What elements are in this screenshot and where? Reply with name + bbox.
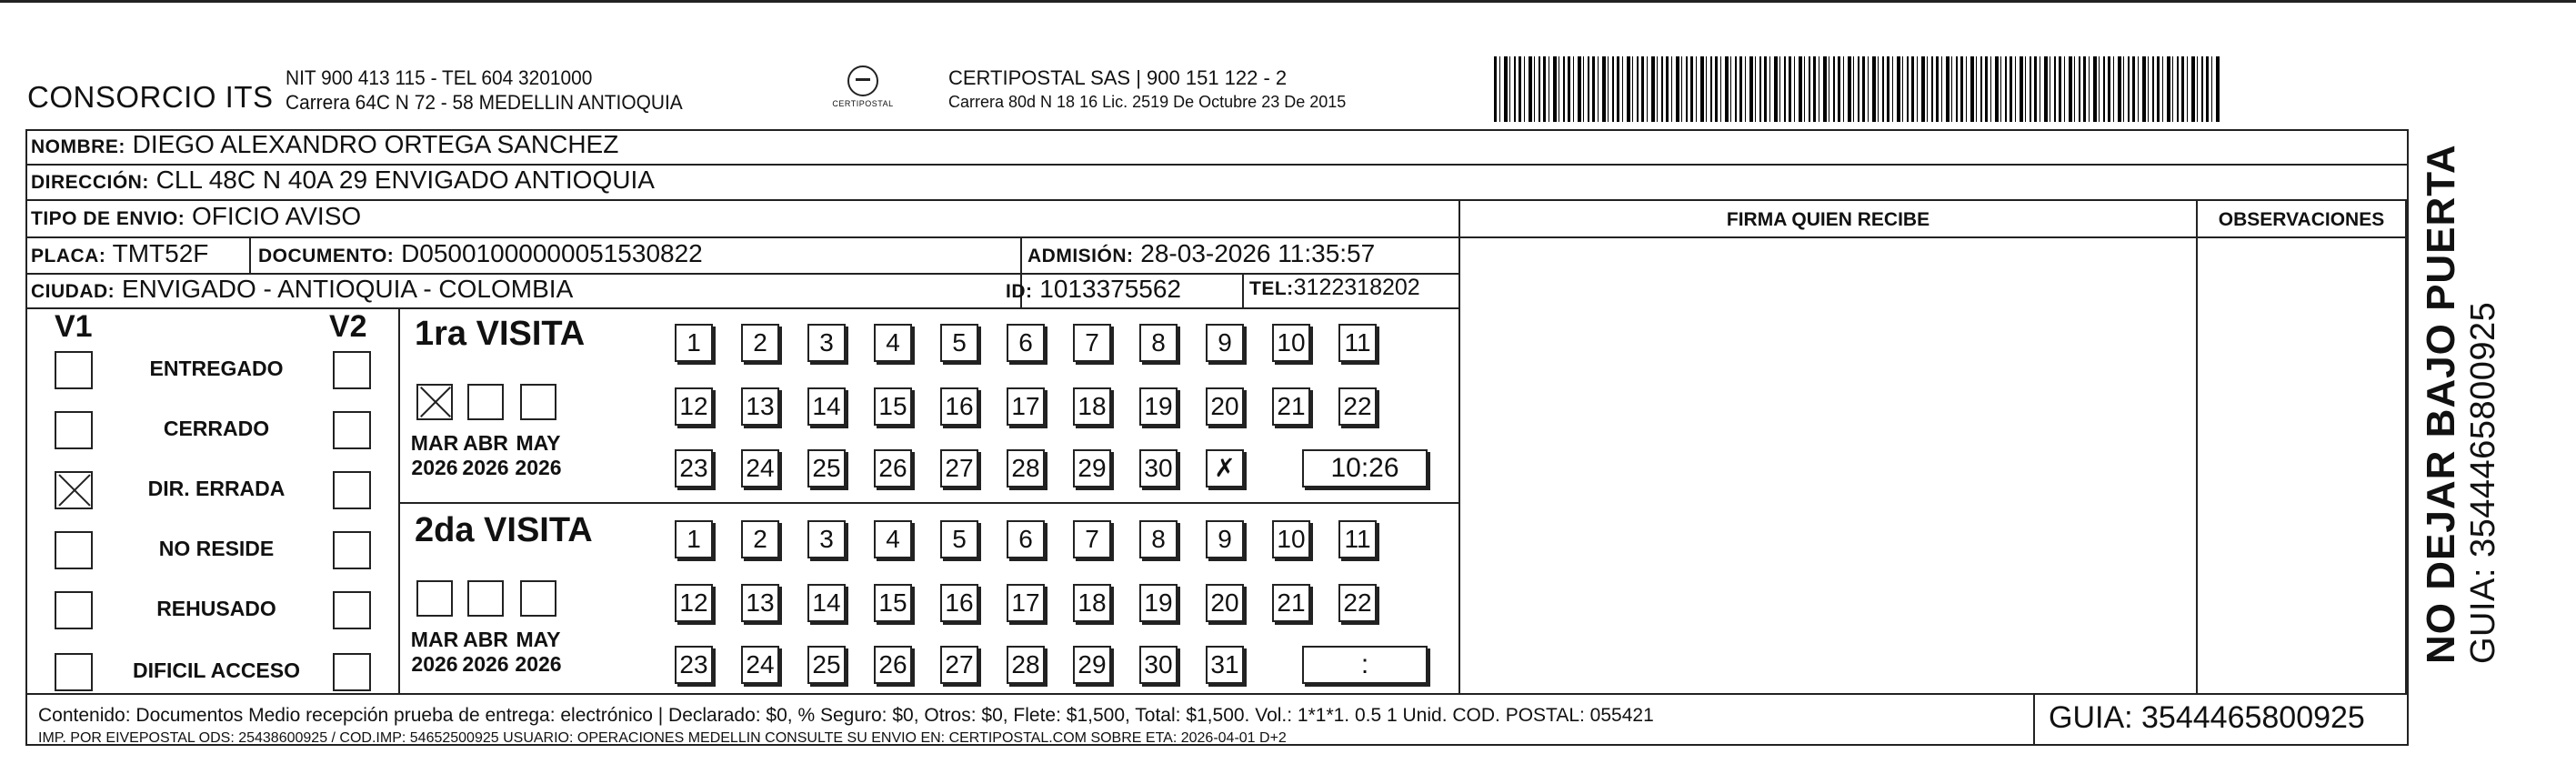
header-divider <box>1458 236 2407 238</box>
time-field[interactable]: : <box>1302 646 1428 684</box>
month-label: ABR 2026 <box>462 628 509 676</box>
v2-checkbox[interactable] <box>333 653 371 691</box>
id-value: 1013375562 <box>1039 275 1182 303</box>
logo-text: CERTIPOSTAL <box>832 99 894 108</box>
day-box-5[interactable]: 5 <box>940 520 978 558</box>
day-box-8[interactable]: 8 <box>1139 520 1178 558</box>
day-box-3[interactable]: 3 <box>807 520 846 558</box>
day-box-21[interactable]: 21 <box>1272 584 1310 622</box>
day-box-7[interactable]: 7 <box>1073 520 1111 558</box>
carrier-info <box>948 65 1346 115</box>
tel-value: 3122318202 <box>1293 275 1420 300</box>
day-box-1[interactable]: 1 <box>675 520 713 558</box>
day-box-22[interactable]: 22 <box>1338 387 1377 426</box>
status-label: DIR. ERRADA <box>147 477 286 500</box>
day-box-15[interactable]: 15 <box>874 387 912 426</box>
admision-label: ADMISIÓN: <box>1027 246 1134 266</box>
v1-checkbox[interactable] <box>55 471 93 509</box>
id-field <box>1006 275 1181 304</box>
documento-value: D05001000000051530822 <box>401 239 703 267</box>
day-box-28[interactable]: 28 <box>1007 449 1045 487</box>
placa-field <box>31 239 208 268</box>
row-divider <box>25 236 1458 238</box>
day-box-24[interactable]: 24 <box>741 449 779 487</box>
v2-checkbox[interactable] <box>333 411 371 449</box>
day-box-26[interactable]: 26 <box>874 646 912 684</box>
carrier-line-2: Carrera 80d N 18 16 Lic. 2519 De Octubre 23 De 2015 <box>948 93 1347 111</box>
day-box-12[interactable]: 12 <box>675 387 713 426</box>
barcode <box>1494 56 2221 122</box>
day-box-11[interactable]: 11 <box>1338 324 1377 362</box>
nombre-field <box>31 130 618 159</box>
day-box-16[interactable]: 16 <box>940 387 978 426</box>
documento-label: DOCUMENTO: <box>258 246 395 266</box>
side-notice <box>2419 144 2503 664</box>
day-box-6[interactable]: 6 <box>1007 520 1045 558</box>
observaciones-header: OBSERVACIONES <box>2218 209 2385 230</box>
tipo-envio-value: OFICIO AVISO <box>191 202 362 230</box>
footer-content-line: Contenido: Documentos Medio recepción prueba de entrega: electrónico | Declarado: $0, % Seguro: $0, Otros: $0, Flete: $1,500, Total: $1,500. Vol.: 1*1*1. 0.5 1 Unid. COD. POSTAL: 055421 <box>38 705 1654 726</box>
month-label: MAY 2026 <box>515 628 562 676</box>
day-box-4[interactable]: 4 <box>874 324 912 362</box>
company-info <box>286 65 683 115</box>
day-box-17[interactable]: 17 <box>1007 387 1045 426</box>
day-box-2[interactable]: 2 <box>741 520 779 558</box>
company-name: CONSORCIO ITS <box>27 80 274 114</box>
direccion-field <box>31 166 655 195</box>
day-box-5[interactable]: 5 <box>940 324 978 362</box>
month-checkbox[interactable] <box>416 580 453 617</box>
logo-icon <box>847 65 878 96</box>
month-label: MAR 2026 <box>410 431 459 479</box>
address-line: Carrera 64C N 72 - 58 MEDELLIN ANTIOQUIA <box>286 91 683 114</box>
day-box-9[interactable]: 9 <box>1206 520 1244 558</box>
placa-value: TMT52F <box>112 239 209 267</box>
day-box-31[interactable]: 31 <box>1206 646 1244 684</box>
day-box-31[interactable]: ✗ <box>1206 449 1244 487</box>
day-box-3[interactable]: 3 <box>807 324 846 362</box>
v2-checkbox[interactable] <box>333 471 371 509</box>
tel-field <box>1249 275 1420 301</box>
v2-header: V2 <box>329 309 367 344</box>
status-label: CERRADO <box>163 417 270 440</box>
column-divider <box>2196 199 2198 693</box>
month-label: MAY 2026 <box>515 431 562 479</box>
v2-checkbox[interactable] <box>333 351 371 389</box>
day-box-9[interactable]: 9 <box>1206 324 1244 362</box>
day-box-30[interactable]: 30 <box>1139 646 1178 684</box>
status-label: ENTREGADO <box>149 357 284 380</box>
visit-divider <box>398 502 1458 504</box>
firma-header: FIRMA QUIEN RECIBE <box>1726 209 1930 230</box>
footer-print-line: IMP. POR EIVEPOSTAL ODS: 25438600925 / COD.IMP: 54652500925 USUARIO: OPERACIONES MEDELLIN CONSULTE SU ENVIO EN: CERTIPOSTAL.COM SOBRE ETA: 2026-04-01 D+2 <box>38 730 1287 746</box>
month-label: MAR 2026 <box>410 628 459 676</box>
day-box-14[interactable]: 14 <box>807 387 846 426</box>
column-divider <box>1458 199 1460 693</box>
day-box-19[interactable]: 19 <box>1139 387 1178 426</box>
admision-value: 28-03-2026 11:35:57 <box>1140 239 1376 267</box>
visit-title: 1ra VISITA <box>415 315 586 353</box>
day-box-29[interactable]: 29 <box>1073 646 1111 684</box>
day-box-19[interactable]: 19 <box>1139 584 1178 622</box>
side-guia: GUIA: 3544465800925 <box>2464 301 2502 664</box>
v1-checkbox[interactable] <box>55 653 93 691</box>
status-label: DIFICIL ACCESO <box>132 658 300 682</box>
day-box-4[interactable]: 4 <box>874 520 912 558</box>
nombre-label: NOMBRE: <box>31 136 125 157</box>
day-box-11[interactable]: 11 <box>1338 520 1377 558</box>
day-box-21[interactable]: 21 <box>1272 387 1310 426</box>
day-box-18[interactable]: 18 <box>1073 387 1111 426</box>
day-box-27[interactable]: 27 <box>940 449 978 487</box>
direccion-label: DIRECCIÓN: <box>31 172 149 193</box>
v1-checkbox[interactable] <box>55 591 93 629</box>
v1-checkbox[interactable] <box>55 411 93 449</box>
tipo-envio-label: TIPO DE ENVIO: <box>31 208 185 229</box>
top-border <box>0 0 2576 3</box>
day-box-1[interactable]: 1 <box>675 324 713 362</box>
status-label: REHUSADO <box>156 597 276 620</box>
day-box-10[interactable]: 10 <box>1272 324 1310 362</box>
day-box-24[interactable]: 24 <box>741 646 779 684</box>
time-field[interactable]: 10:26 <box>1302 449 1428 487</box>
day-box-13[interactable]: 13 <box>741 387 779 426</box>
documento-field <box>258 239 703 268</box>
tel-label: TEL: <box>1249 278 1294 299</box>
month-checkbox[interactable] <box>416 384 453 420</box>
day-box-22[interactable]: 22 <box>1338 584 1377 622</box>
day-box-18[interactable]: 18 <box>1073 584 1111 622</box>
status-label: NO RESIDE <box>158 537 275 560</box>
day-box-27[interactable]: 27 <box>940 646 978 684</box>
day-box-17[interactable]: 17 <box>1007 584 1045 622</box>
day-box-29[interactable]: 29 <box>1073 449 1111 487</box>
no-dejar-notice: NO DEJAR BAJO PUERTA <box>2419 144 2463 664</box>
guia-number: GUIA: 3544465800925 <box>2049 700 2365 735</box>
day-box-15[interactable]: 15 <box>874 584 912 622</box>
direccion-value: CLL 48C N 40A 29 ENVIGADO ANTIOQUIA <box>155 166 655 194</box>
month-checkbox[interactable] <box>467 384 504 420</box>
v2-checkbox[interactable] <box>333 531 371 569</box>
guia-divider <box>2033 693 2035 746</box>
day-box-25[interactable]: 25 <box>807 646 846 684</box>
tipo-envio-field <box>31 202 361 231</box>
placa-label: PLACA: <box>31 246 106 266</box>
ciudad-label: CIUDAD: <box>31 281 115 302</box>
day-box-6[interactable]: 6 <box>1007 324 1045 362</box>
carrier-line-1: CERTIPOSTAL SAS | 900 151 122 - 2 <box>948 66 1288 89</box>
month-checkbox[interactable] <box>467 580 504 617</box>
visit-title: 2da VISITA <box>415 511 593 549</box>
nit-line: NIT 900 413 115 - TEL 604 3201000 <box>286 66 593 89</box>
row-divider <box>25 199 2409 201</box>
day-box-20[interactable]: 20 <box>1206 387 1244 426</box>
ciudad-value: ENVIGADO - ANTIOQUIA - COLOMBIA <box>121 275 574 303</box>
footer-divider <box>25 693 2409 695</box>
day-box-12[interactable]: 12 <box>675 584 713 622</box>
month-label: ABR 2026 <box>462 431 509 479</box>
v1-checkbox[interactable] <box>55 531 93 569</box>
v1-checkbox[interactable] <box>55 351 93 389</box>
row-divider <box>25 307 1458 309</box>
day-box-30[interactable]: 30 <box>1139 449 1178 487</box>
v2-checkbox[interactable] <box>333 591 371 629</box>
day-box-14[interactable]: 14 <box>807 584 846 622</box>
status-divider <box>398 307 400 693</box>
day-box-28[interactable]: 28 <box>1007 646 1045 684</box>
v1-header: V1 <box>55 309 93 344</box>
nombre-value: DIEGO ALEXANDRO ORTEGA SANCHEZ <box>132 130 619 158</box>
day-box-13[interactable]: 13 <box>741 584 779 622</box>
day-box-25[interactable]: 25 <box>807 449 846 487</box>
day-box-10[interactable]: 10 <box>1272 520 1310 558</box>
ciudad-field <box>31 275 573 304</box>
day-box-23[interactable]: 23 <box>675 449 713 487</box>
day-box-20[interactable]: 20 <box>1206 584 1244 622</box>
day-box-8[interactable]: 8 <box>1139 324 1178 362</box>
id-label: ID: <box>1006 281 1033 302</box>
column-divider <box>2405 199 2407 693</box>
cell-divider <box>1242 273 1244 307</box>
cell-divider <box>249 236 251 273</box>
day-box-7[interactable]: 7 <box>1073 324 1111 362</box>
month-checkbox[interactable] <box>520 580 556 617</box>
day-box-26[interactable]: 26 <box>874 449 912 487</box>
day-box-23[interactable]: 23 <box>675 646 713 684</box>
admision-field <box>1027 239 1375 268</box>
certipostal-logo <box>827 64 898 109</box>
month-checkbox[interactable] <box>520 384 556 420</box>
day-box-16[interactable]: 16 <box>940 584 978 622</box>
day-box-2[interactable]: 2 <box>741 324 779 362</box>
